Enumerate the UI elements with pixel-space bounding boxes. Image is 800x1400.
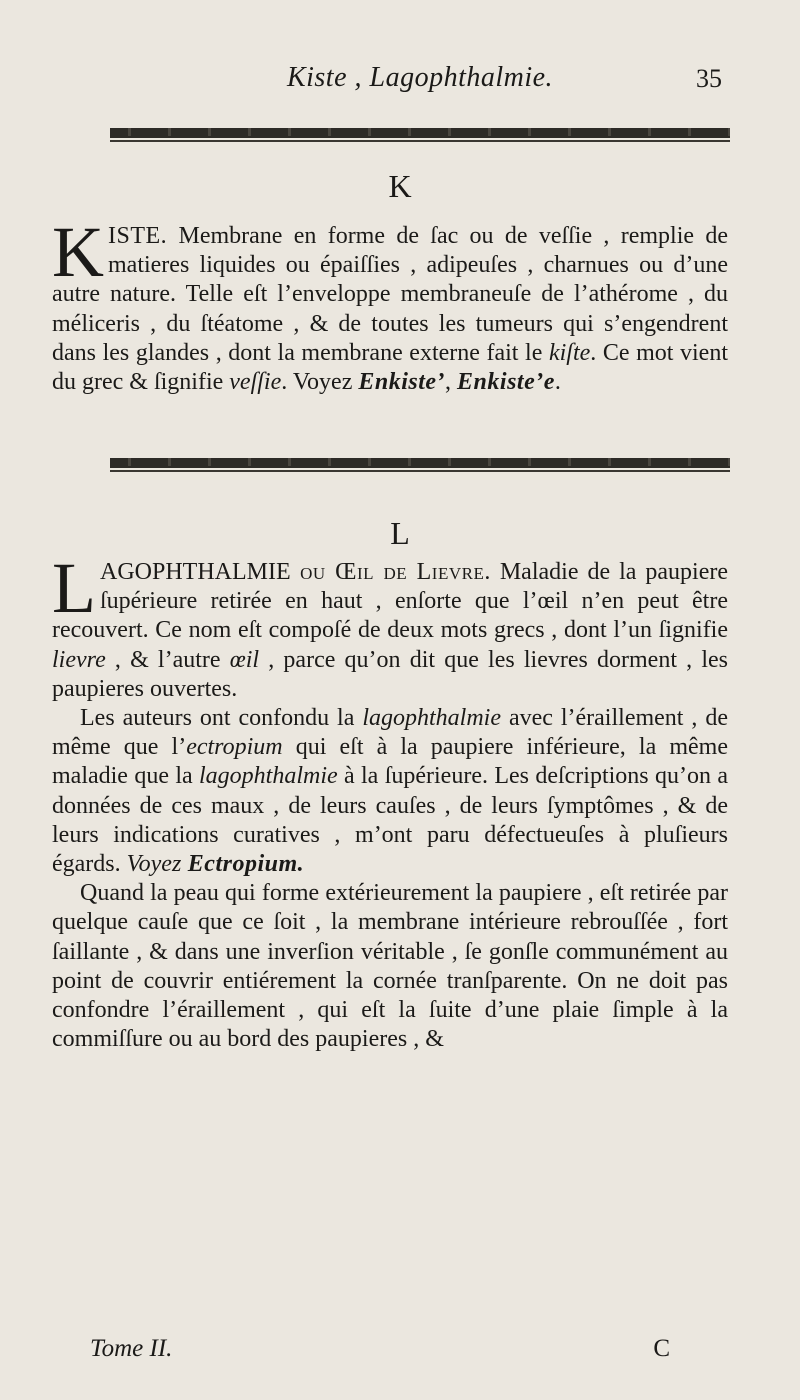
voyez-italic: Voyez	[126, 851, 182, 878]
headword-kiste: ISTE.	[108, 223, 168, 249]
section-letter-l: L	[390, 515, 410, 551]
section-letter-k: K	[388, 168, 412, 204]
entry-kiste	[52, 212, 729, 397]
kiste-text-3: . Voyez	[281, 369, 359, 396]
oeil-italic: œil	[229, 646, 260, 673]
lago-p2-text-4: à la ſupérieure. Les deſcriptions qu’on a données de ces maux , de leurs cauſes , de leurs ſymptômes , & de leurs indications curatives , m’ont paru défectueuſes à pluſieurs égards.	[52, 763, 728, 878]
lagophthalmie-paragraph-3: Quand la peau qui forme extérieurement la paupiere , eſt retirée par quelque cauſe que ce ſoit , la membrane intérieure rebrouſſée , fort ſaillante , & dans une inverſion véritable , ſe gonſle communément au point de couvrir entiérement la cornée tranſparente. On ne doit pas confondre l’éraillement , qui eſt la ſuite d’une plaie ſimple à la commiſſure ou au bord des paupieres , &	[52, 880, 728, 1053]
lago-p1-text-3: , parce qu’on dit que les lievres dorment , les paupieres ouvertes.	[52, 646, 728, 702]
lago-p2-text-3: qui eſt à la paupiere inférieure, la même maladie que la	[52, 734, 728, 790]
lagophthalmie-italic: lagophthalmie	[362, 705, 501, 732]
ectropium-italic: ectropium	[186, 734, 283, 761]
cross-ref-ectropium: Ectropium.	[181, 851, 305, 878]
lago-p2-text-2: avec l’éraillement , de même que l’	[52, 705, 729, 761]
ornamental-rule-middle	[110, 458, 730, 468]
page-number: 35	[696, 64, 722, 93]
page-footer	[90, 1335, 690, 1367]
kiste-text-5: .	[554, 369, 561, 396]
lievre-italic: lievre	[52, 646, 106, 673]
vessie-italic: veſſie	[229, 369, 282, 396]
lago-p1-text-1: Maladie de la paupiere ſupérieure retirée en haut , enſorte que l’œil n’en peut être recouvert. Ce nom eſt compoſé de deux mots grecs , dont l’un ſignifie	[52, 559, 728, 644]
drop-cap-l: L	[52, 548, 96, 628]
headword-lagophthalmie: AGOPHTHALMIE	[99, 559, 291, 585]
ornamental-rule-top	[110, 128, 730, 138]
lagophthalmie-paragraph-1	[52, 548, 728, 704]
running-header	[110, 62, 730, 102]
lagophthalmie-paragraph-2	[52, 704, 728, 879]
cross-ref-enkistee: Enkiste’e	[457, 369, 555, 396]
kiste-text-1: Membrane en forme de ſac ou de veſſie , remplie de matieres liquides ou épaiſſies , adipeuſes , charnues ou d’une autre nature. Telle eſt l’enveloppe membraneuſe de l’athérome , du méliceris , du ſtéatome , & de toutes les tumeurs qui s’engendrent dans les glandes , dont la membrane externe fait le	[52, 223, 728, 366]
entry-lagophthalmie	[52, 548, 729, 1054]
entry-kiste-paragraph	[52, 212, 729, 397]
kiste-italic: kiſte	[548, 339, 591, 366]
cross-ref-enkiste: Enkiste’	[358, 369, 446, 396]
running-title: Kiste , Lagophthalmie.	[286, 62, 554, 93]
signature-mark: C	[653, 1335, 670, 1362]
drop-cap-k: K	[52, 212, 104, 292]
kiste-text-4: ,	[445, 369, 458, 396]
volume-label: Tome II.	[90, 1335, 173, 1362]
kiste-text-2: . Ce mot vient du grec & ſignifie	[52, 339, 729, 396]
lago-p2-text-1: Les auteurs ont confondu la	[80, 705, 363, 732]
lago-p1-text-2: , & l’autre	[105, 646, 230, 673]
headword-oeil-de-lievre: ou Œil de Lievre.	[290, 559, 491, 585]
lagophthalmie-italic-2: lagophthalmie	[199, 763, 338, 790]
